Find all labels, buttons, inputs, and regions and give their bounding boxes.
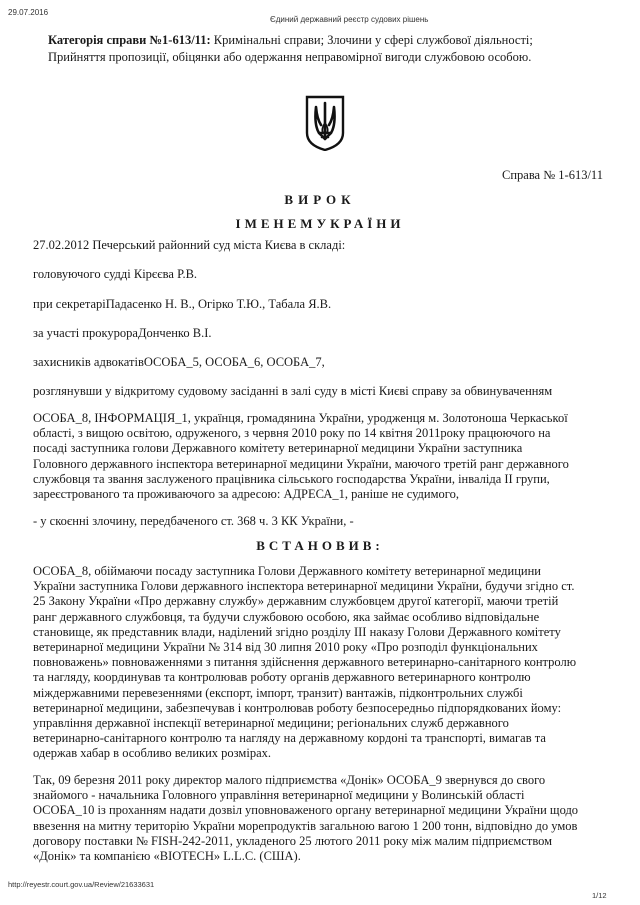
- case-category: [48, 32, 588, 66]
- paragraph-line: посаді заступника голови Державного комітету ветеринарної медицини України заступника: [33, 441, 523, 456]
- secretary-line: при секретаріПадасенко Н. В., Огірко Т.Ю., Табала Я.В.: [33, 297, 332, 311]
- paragraph-line: одержав хабар в особливо великих розмірах.: [33, 746, 271, 761]
- paragraph-line: ветеринарної медицини, забезпечував і контролював роботу безпосередньо підпорядкованих йому:: [33, 700, 562, 715]
- category-text: Кримінальні справи; Злочини у сфері службової діяльності;: [210, 33, 533, 47]
- paragraph-line: ветеринарної медицини України № 314 від 30 липня 2010 року «Про розподіл функціональних: [33, 640, 538, 655]
- paragraph-line: ввезення на митну територію України морепродуктів загальною вагою 1 200 тонн, відповідно до умов: [33, 818, 578, 833]
- category-label: Категорія справи №1-613/11:: [48, 33, 211, 47]
- events-paragraph: [33, 773, 598, 864]
- paragraph-line: «Донік» та компанією «BIOTECH» L.L.C. (США).: [33, 849, 301, 864]
- verdict-heading: ВИРОК: [284, 192, 356, 207]
- established-paragraph: [33, 564, 598, 762]
- established-heading: ВСТАНОВИВ:: [256, 538, 384, 553]
- paragraph-line: договору поставки № FISH-242-2011, укладеного 25 лютого 2011 року між малим підприємством: [33, 833, 553, 848]
- paragraph-line: та нагляду, координував та контролював роботу органів державного ветеринарного контролю: [33, 670, 531, 685]
- paragraph-line: знайомого - начальника Головного управління ветеринарної медицини у Волинській області: [33, 788, 525, 803]
- prosecutor-line: за участі прокурораДонченко В.І.: [33, 326, 212, 340]
- case-number: Справа № 1-613/11: [502, 168, 603, 182]
- paragraph-line: ОСОБА_10 із проханням надати дозвіл уповноваженого органу ветеринарної медицини України щодо: [33, 803, 579, 818]
- paragraph-line: службовця та звання заслуженого працівника сільського господарства України, інваліда II групи,: [33, 471, 550, 486]
- defenders-line: захисників адвокатівОСОБА_5, ОСОБА_6, ОСОБА_7,: [33, 355, 325, 369]
- paragraph-line: області, з вищою освітою, одруженого, з червня 2010 року по 14 квітня 2011року працюючого на: [33, 426, 551, 441]
- paragraph-line: ОСОБА_8, обіймаючи посаду заступника Голови Державного комітету ветеринарної медицини: [33, 564, 541, 578]
- paragraph-line: становище, як представник влади, наділений згідно розділу III наказу Голови Державного комітету: [33, 624, 561, 639]
- charge-line: - у скоєнні злочину, передбаченого ст. 368 ч. 3 КК України, -: [33, 514, 354, 528]
- paragraph-line: Так, 09 березня 2011 року директор малого підприємства «Донік» ОСОБА_9 звернувся до свого: [33, 773, 546, 787]
- paragraph-line: 25 Закону України «Про державну службу» державним службовцем другої категорії, маючи третій: [33, 594, 559, 609]
- paragraph-line: повноважень» повноваженнями з питання здійснення державного ветеринарно-санітарного контролю: [33, 655, 577, 670]
- paragraph-line: ранг державного службовця, та будучи службовою особою, яка займає особливо відповідальне: [33, 609, 540, 624]
- paragraph-line: управління державної інспекції ветеринарної медицини; регіональних служб державного: [33, 716, 509, 731]
- in-name-of-ukraine-heading: ІМЕНЕМУКРАЇНИ: [235, 216, 405, 231]
- court-composition-line: 27.02.2012 Печерський районний суд міста Києва в складі:: [33, 238, 346, 252]
- case-review-line: розглянувши у відкритому судовому засіданні в залі суду в місті Києві справу за обвинуваченням: [33, 384, 553, 398]
- defendant-paragraph: [33, 411, 598, 502]
- registry-title: Єдиний державний реєстр судових рішень: [270, 15, 429, 24]
- presiding-judge-line: головуючого судді Кірєєва Р.В.: [33, 267, 198, 281]
- paragraph-line: України заступника Голови державного інспектора ветеринарної медицини України, будучи згідно ст.: [33, 579, 575, 594]
- category-text-line2: Прийняття пропозиції, обіцянки або одержання неправомірної вигоди службовою особою.: [48, 50, 532, 64]
- paragraph-line: ветеринарно-санітарного контролю та нагляду на державному кордоні та транспорті, вимагав та: [33, 731, 546, 746]
- paragraph-line: міждержавними перевезеннями (експорт, імпорт, транзит) вантажів, підконтрольних службі: [33, 685, 523, 700]
- source-url: http://reyestr.court.gov.ua/Review/21633631: [8, 880, 155, 889]
- paragraph-line: ОСОБА_8, ІНФОРМАЦІЯ_1, українця, громадянина України, уродженця м. Золотоноша Черкаської: [33, 411, 568, 425]
- trident-emblem-icon: [303, 95, 347, 151]
- paragraph-line: зареєстрованого та проживаючого за адресою: АДРЕСА_1, раніше не судимого,: [33, 487, 459, 502]
- page-counter: 1/12: [592, 891, 607, 900]
- print-date: 29.07.2016: [8, 8, 49, 17]
- paragraph-line: Головного державного інспектора ветеринарної медицини України, маючого третій ранг державного: [33, 456, 569, 471]
